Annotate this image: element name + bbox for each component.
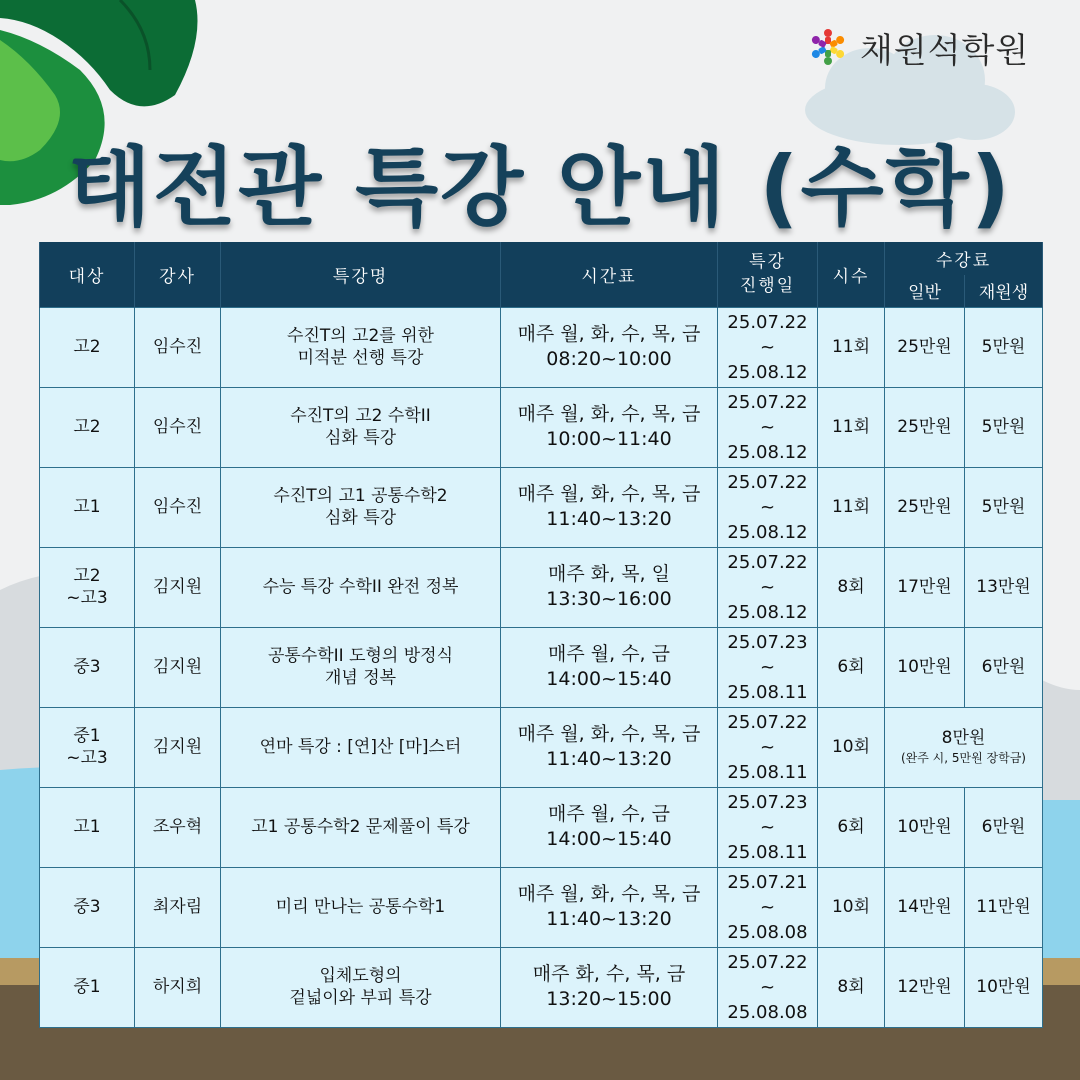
cell-sessions: 6회 [818, 787, 885, 867]
cell-period: 25.07.21 ~ 25.08.08 [718, 867, 818, 947]
header-target: 대상 [40, 242, 135, 307]
cell-teacher: 조우혁 [135, 787, 221, 867]
header-fee: 수강료 [885, 242, 1043, 275]
cell-fee-combined [885, 707, 1043, 787]
cell-sessions: 11회 [818, 467, 885, 547]
cell-fee-general: 12만원 [885, 947, 965, 1027]
cell-schedule: 매주 화, 수, 목, 금 13:20~15:00 [501, 947, 718, 1027]
cell-schedule: 매주 월, 화, 수, 목, 금 11:40~13:20 [501, 707, 718, 787]
cell-schedule: 매주 월, 수, 금 14:00~15:40 [501, 787, 718, 867]
cell-sessions: 11회 [818, 387, 885, 467]
cell-target: 중3 [40, 627, 135, 707]
cell-schedule: 매주 월, 화, 수, 목, 금 11:40~13:20 [501, 867, 718, 947]
brand-name: 채원석학원 [860, 30, 1030, 71]
cell-period: 25.07.23 ~ 25.08.11 [718, 627, 818, 707]
cell-sessions: 10회 [818, 707, 885, 787]
brand-logo-icon [806, 25, 850, 69]
cell-period: 25.07.22 ~ 25.08.11 [718, 707, 818, 787]
cell-course: 수진T의 고2 수학II 심화 특강 [221, 387, 501, 467]
cell-schedule: 매주 월, 수, 금 14:00~15:40 [501, 627, 718, 707]
cell-target: 중1 ~고3 [40, 707, 135, 787]
brand [806, 22, 1029, 72]
table-row [40, 467, 1043, 547]
table-row [40, 387, 1043, 467]
cell-sessions: 11회 [818, 307, 885, 387]
header-teacher: 강사 [135, 242, 221, 307]
cell-fee-member: 5만원 [965, 467, 1043, 547]
table-row [40, 627, 1043, 707]
cell-teacher: 임수진 [135, 307, 221, 387]
table-row [40, 707, 1043, 787]
cell-course: 미리 만나는 공통수학1 [221, 867, 501, 947]
cell-sessions: 6회 [818, 627, 885, 707]
cell-sessions: 10회 [818, 867, 885, 947]
header-fee-member: 재원생 [965, 275, 1043, 307]
header-schedule: 시간표 [501, 242, 718, 307]
header-period: 특강 진행일 [718, 242, 818, 307]
cell-fee-member: 11만원 [965, 867, 1043, 947]
cell-schedule: 매주 월, 화, 수, 목, 금 08:20~10:00 [501, 307, 718, 387]
cell-fee-general: 10만원 [885, 787, 965, 867]
cell-period: 25.07.22 ~ 25.08.12 [718, 387, 818, 467]
header-course: 특강명 [221, 242, 501, 307]
cell-fee-general: 10만원 [885, 627, 965, 707]
cell-target: 중3 [40, 867, 135, 947]
cell-target: 고2 [40, 387, 135, 467]
cell-target: 고2 [40, 307, 135, 387]
cell-period: 25.07.22 ~ 25.08.12 [718, 547, 818, 627]
cell-schedule: 매주 월, 화, 수, 목, 금 10:00~11:40 [501, 387, 718, 467]
table-row [40, 307, 1043, 387]
cell-course: 수능 특강 수학II 완전 정복 [221, 547, 501, 627]
cell-schedule: 매주 월, 화, 수, 목, 금 11:40~13:20 [501, 467, 718, 547]
cell-course: 연마 특강 : [연]산 [마]스터 [221, 707, 501, 787]
cell-teacher: 하지희 [135, 947, 221, 1027]
cell-target: 고2 ~고3 [40, 547, 135, 627]
fee-combined-value: 8만원 [941, 728, 986, 748]
cell-period: 25.07.22 ~ 25.08.12 [718, 467, 818, 547]
table-row [40, 787, 1043, 867]
cell-course: 입체도형의 겉넓이와 부피 특강 [221, 947, 501, 1027]
header-sessions: 시수 [818, 242, 885, 307]
cell-teacher: 김지원 [135, 547, 221, 627]
cell-target: 고1 [40, 787, 135, 867]
cell-period: 25.07.22 ~ 25.08.08 [718, 947, 818, 1027]
lecture-schedule-table [39, 242, 1043, 1028]
cell-fee-general: 25만원 [885, 387, 965, 467]
page-title: 태전관 특강 안내 (수학) [67, 138, 1013, 238]
cell-teacher: 김지원 [135, 707, 221, 787]
cell-course: 수진T의 고2를 위한 미적분 선행 특강 [221, 307, 501, 387]
cell-target: 고1 [40, 467, 135, 547]
cell-teacher: 김지원 [135, 627, 221, 707]
cell-period: 25.07.23 ~ 25.08.11 [718, 787, 818, 867]
cell-course: 공통수학II 도형의 방정식 개념 정복 [221, 627, 501, 707]
cell-fee-member: 5만원 [965, 307, 1043, 387]
cell-teacher: 최자림 [135, 867, 221, 947]
cell-fee-member: 6만원 [965, 627, 1043, 707]
cell-fee-member: 5만원 [965, 387, 1043, 467]
cell-sessions: 8회 [818, 547, 885, 627]
cell-course: 수진T의 고1 공통수학2 심화 특강 [221, 467, 501, 547]
cell-fee-member: 6만원 [965, 787, 1043, 867]
cell-teacher: 임수진 [135, 387, 221, 467]
cell-fee-general: 25만원 [885, 307, 965, 387]
cell-fee-general: 17만원 [885, 547, 965, 627]
cell-fee-member: 13만원 [965, 547, 1043, 627]
table-row [40, 547, 1043, 627]
cell-period: 25.07.22 ~ 25.08.12 [718, 307, 818, 387]
table-row [40, 867, 1043, 947]
cell-fee-member: 10만원 [965, 947, 1043, 1027]
cell-target: 중1 [40, 947, 135, 1027]
cell-course: 고1 공통수학2 문제풀이 특강 [221, 787, 501, 867]
cell-fee-general: 25만원 [885, 467, 965, 547]
cell-teacher: 임수진 [135, 467, 221, 547]
header-fee-general: 일반 [885, 275, 965, 307]
cell-sessions: 8회 [818, 947, 885, 1027]
cell-fee-general: 14만원 [885, 867, 965, 947]
fee-scholarship-note: (완주 시, 5만원 장학금) [901, 751, 1026, 765]
cell-schedule: 매주 화, 목, 일 13:30~16:00 [501, 547, 718, 627]
table-row [40, 947, 1043, 1027]
